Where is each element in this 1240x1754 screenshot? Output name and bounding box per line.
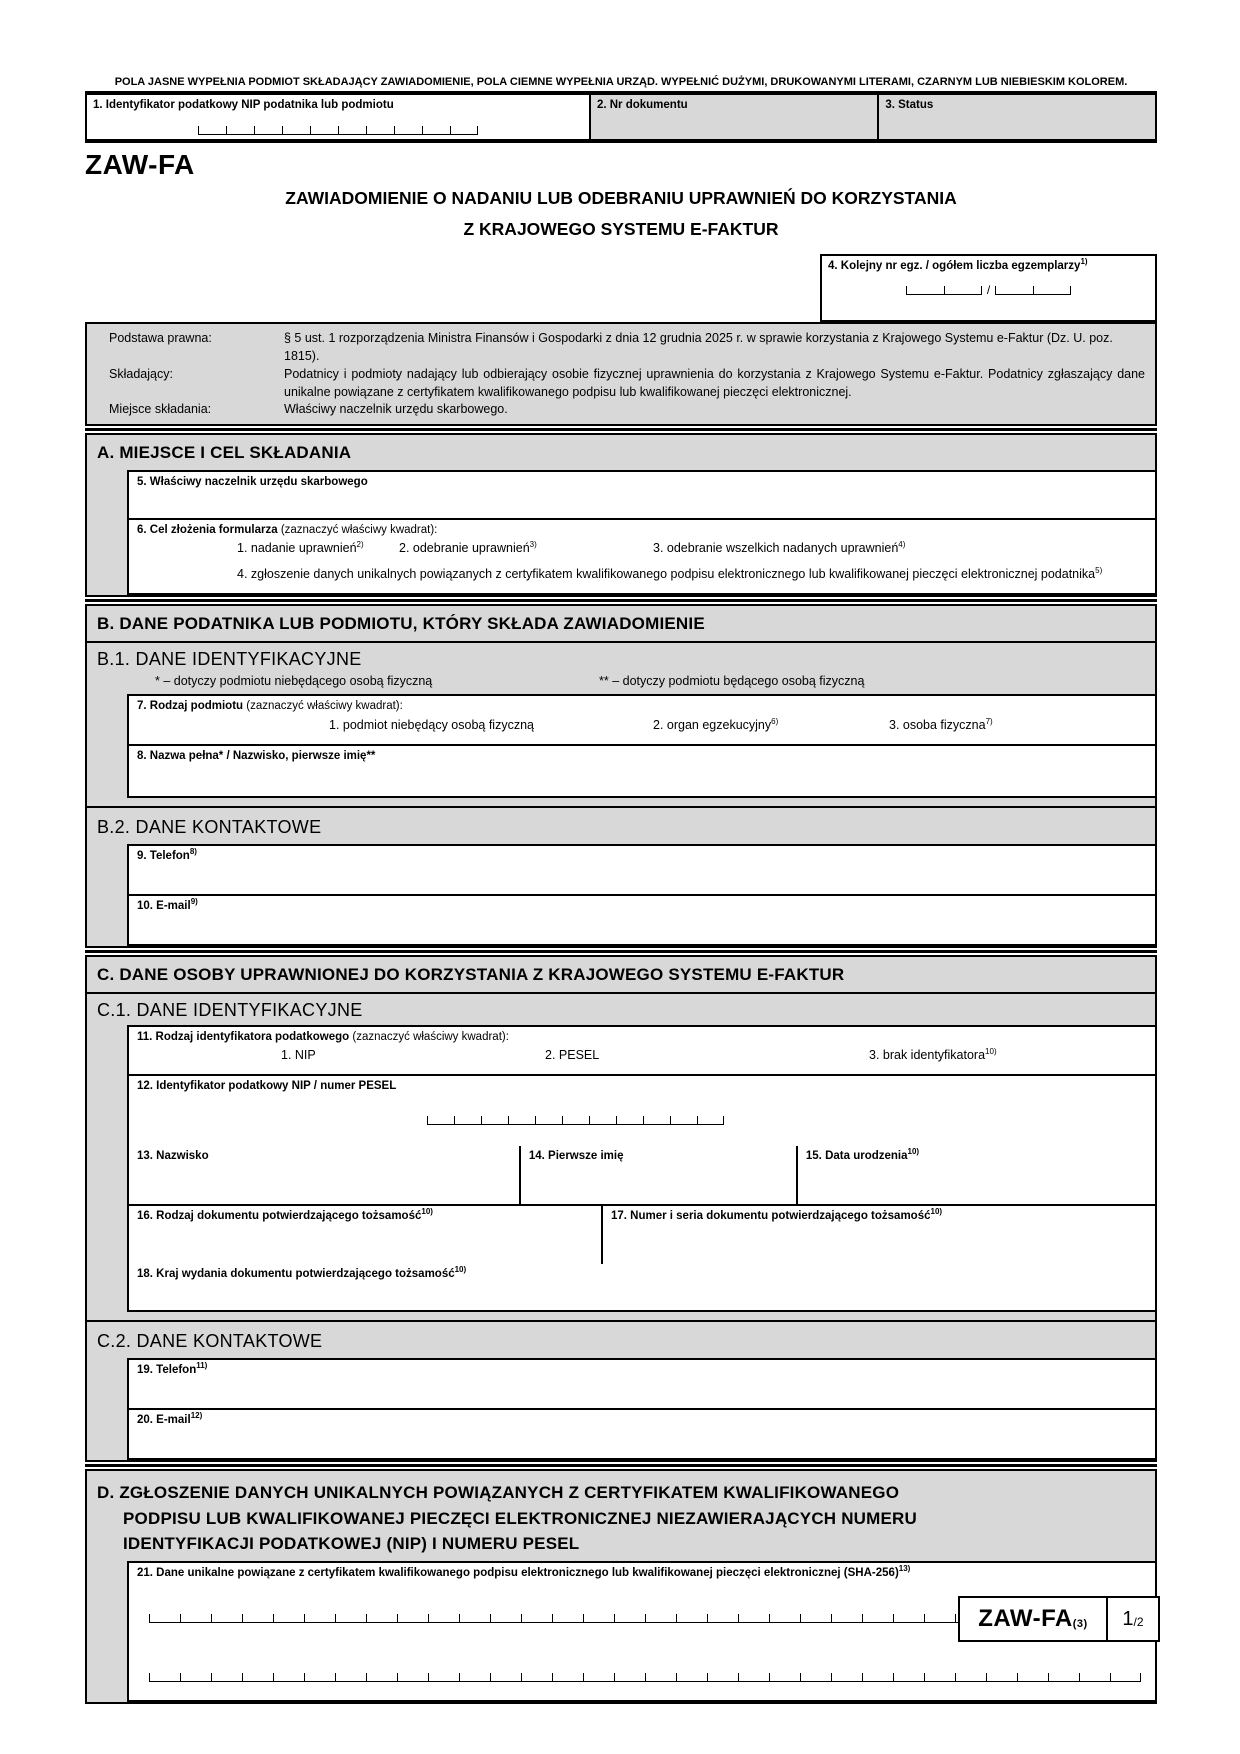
field-4-comb-group[interactable] <box>828 282 1149 297</box>
section-d <box>85 1469 1157 1704</box>
field-17-numer-dokumentu-box[interactable] <box>601 1206 1155 1264</box>
field-20-label: 20. E-mail$^{12)}$ <box>137 1411 203 1427</box>
section-b1-notes <box>87 674 1155 694</box>
field-1-nip-comb-input[interactable] <box>198 126 478 135</box>
field-6-option-2[interactable]: 2. odebranie uprawnień$^{3)}$ <box>399 540 537 556</box>
field-11-option-brak[interactable]: 3. brak identyfikatora$^{10)}$ <box>869 1046 997 1063</box>
section-d-title: D. ZGŁOSZENIE DANYCH UNIKALNYCH POWIĄZANYCH Z CERTYFIKATEM KWALIFIKOWANEGO PODPISU LUB KWALIFIKOWANEJ PIECZĘCI ELEKTRONICZNEJ NIEZAWIERAJĄCYCH NUMERU IDENTYFIKACJI PODATKOWEJ (NIP) I NUMERU PESEL <box>97 1483 918 1554</box>
field-12-label: 12. Identyfikator podatkowy NIP / numer PESEL <box>137 1080 397 1093</box>
field-5-naczelnik-box[interactable] <box>129 472 1155 518</box>
field-14-imie-box[interactable] <box>519 1146 796 1204</box>
field-19-telefon-box[interactable] <box>129 1360 1155 1408</box>
field-2-label: 2. Nr dokumentu <box>596 99 688 111</box>
form-code: ZAW-FA <box>85 149 195 180</box>
form-content <box>85 76 1157 1704</box>
legal-text-skladajacy: Podatnicy i podmioty nadający lub odbierający osobie fizycznej uprawnienia do korzystania z Krajowego Systemu e-Faktur. Podatnicy zgłaszający dane unikalne powiązane z certyfikatem kwalifikowanego podpisu lub kwalifikowanej pieczęci elektronicznej. <box>284 366 1145 399</box>
legal-label-podstawa: Podstawa prawna: <box>109 331 212 346</box>
section-c2-fields <box>127 1358 1155 1460</box>
section-c2-title: C.2. DANE KONTAKTOWE <box>87 1320 1155 1356</box>
top-instruction: POLA JASNE WYPEŁNIA PODMIOT SKŁADAJĄCY ZAWIADOMIENIE, POLA CIEMNE WYPEŁNIA URZĄD. WYPEŁNIĆ DUŻYMI, DRUKOWANYMI LITERAMI, CZARNYM LUB NIEBIESKIM KOLOREM. <box>114 76 1128 88</box>
field-4-comb-left-input[interactable] <box>906 286 982 295</box>
field-6-label: 6. Cel złożenia formularza (zaznaczyć właściwy kwadrat): <box>137 524 438 536</box>
section-b2-fields <box>127 844 1155 946</box>
field-14-label: 14. Pierwsze imię <box>528 1150 624 1163</box>
header-boxes <box>85 91 1157 143</box>
section-b <box>85 604 1157 947</box>
field-21-label: 21. Dane unikalne powiązane z certyfikatem kwalifikowanego podpisu elektronicznego lub kwalifikowanej pieczęci elektronicznej $(SHA-256)^{13)}$ <box>137 1563 911 1579</box>
section-c-title: C. DANE OSOBY UPRAWNIONEJ DO KORZYSTANIA Z KRAJOWEGO SYSTEMU E-FAKTUR <box>87 957 1155 994</box>
form-title-line1: ZAWIADOMIENIE O NADANIU LUB ODEBRANIU UPRAWNIEŃ DO KORZYSTANIA <box>285 188 957 208</box>
legal-info-block <box>85 322 1157 426</box>
field-16-rodzaj-dokumentu-box[interactable] <box>129 1206 601 1264</box>
legal-row-skladajacy <box>109 366 1145 402</box>
field-7-rodzaj-podmiotu-box <box>129 696 1155 743</box>
field-4-kolejny-nr-box[interactable] <box>820 254 1157 322</box>
field-6-options-row1 <box>137 537 1147 563</box>
field-11-rodzaj-identyfikatora-box <box>129 1027 1155 1074</box>
fields-13-14-15-row <box>129 1146 1155 1204</box>
field-1-nip-box[interactable] <box>87 95 589 139</box>
field-21-comb-row2-input[interactable] <box>149 1673 1141 1682</box>
legal-row-miejsce <box>109 401 1145 419</box>
field-7-option-1[interactable]: 1. podmiot niebędący osobą fizyczną <box>329 717 534 732</box>
field-7-option-2[interactable]: 2. organ egzekucyjny$^{6)}$ <box>653 716 779 732</box>
section-b1-fields <box>127 694 1155 797</box>
field-4-comb-right-input[interactable] <box>995 286 1071 295</box>
field-6-option-4[interactable]: 4. zgłoszenie danych unikalnych powiązanych z certyfikatem kwalifikowanego podpisu elektronicznego lub kwalifikowanej pieczęci elektronicznej podatnika$^{5)}$ <box>237 566 1103 582</box>
field-4-separator: / <box>986 282 991 297</box>
field-5-label: 5. Właściwy naczelnik urzędu skarbowego <box>137 476 368 488</box>
field-7-label: 7. Rodzaj podmiotu (zaznaczyć właściwy kwadrat): <box>137 700 403 713</box>
legal-label-skladajacy: Składający: <box>109 366 173 381</box>
field-12-identyfikator-box[interactable] <box>129 1074 1155 1146</box>
fields-16-17-row <box>129 1204 1155 1264</box>
field-17-label: 17. Numer i seria dokumentu potwierdzającego tożsamość$^{10)}$ <box>610 1207 943 1223</box>
field-3-status-box <box>877 95 1155 139</box>
section-a-fields <box>127 470 1155 595</box>
field-1-label: 1. Identyfikator podatkowy NIP podatnika lub podmiotu <box>93 99 394 111</box>
field-16-label: 16. Rodzaj dokumentu potwierdzającego tożsamość$^{10)}$ <box>137 1207 433 1223</box>
field-12-comb-input[interactable] <box>427 1116 724 1125</box>
section-a <box>85 433 1157 597</box>
footer-form-version: (3) <box>1072 1618 1088 1630</box>
field-4-label: 4. Kolejny nr egz. / ogółem liczba egzemplarzy$^{1)}$ <box>828 257 1088 273</box>
field-10-email-box[interactable] <box>129 894 1155 944</box>
field-8-nazwa-box[interactable] <box>129 744 1155 796</box>
legal-label-miejsce: Miejsce składania: <box>109 402 212 417</box>
section-c1-title: C.1. DANE IDENTYFIKACYJNE <box>97 999 363 1020</box>
footer-page-number: 1 /2 <box>1106 1598 1158 1640</box>
legal-text-podstawa: § 5 ust. 1 rozporządzenia Ministra Finansów i Gospodarki z dnia 12 grudnia 2025 r. w sprawie korzystania z Krajowego Systemu e-Faktur (Dz. U. poz. 1815). <box>284 331 1113 363</box>
field-18-kraj-wydania-box[interactable] <box>129 1264 1155 1310</box>
footer-form-code: ZAW-FA (3) <box>978 1605 1088 1632</box>
field-19-label: 19. Telefon$^{11)}$ <box>137 1361 208 1377</box>
field-8-label: 8. Nazwa pełna* / Nazwisko, pierwsze imię** <box>137 749 376 762</box>
field-20-email-box[interactable] <box>129 1408 1155 1458</box>
form-title <box>85 183 1157 244</box>
field-13-nazwisko-box[interactable] <box>129 1146 519 1204</box>
field-7-options-row <box>137 714 1147 740</box>
field-3-label: 3. Status <box>885 99 934 111</box>
section-a-title: A. MIEJSCE I CEL SKŁADANIA <box>97 443 352 462</box>
field-6-options-row2 <box>137 563 1147 589</box>
field-6-option-1[interactable]: 1. nadanie uprawnień$^{2)}$ <box>237 540 364 556</box>
field-9-label: 9. Telefon$^{8)}$ <box>137 846 197 862</box>
field-11-options-row <box>137 1044 1147 1070</box>
legal-text-miejsce: Właściwy naczelnik urzędu skarbowego. <box>284 402 508 417</box>
page-footer <box>958 1596 1160 1642</box>
field-15-label: 15. Data urodzenia$^{10)}$ <box>805 1147 920 1163</box>
field-10-label: 10. E-mail$^{9)}$ <box>137 896 198 912</box>
field-9-telefon-box[interactable] <box>129 846 1155 894</box>
form-title-line2: Z KRAJOWEGO SYSTEMU E-FAKTUR <box>463 218 779 239</box>
field-11-option-nip[interactable]: 1. NIP <box>281 1048 316 1063</box>
field-11-option-pesel[interactable]: 2. PESEL <box>545 1048 600 1063</box>
section-b2-title: B.2. DANE KONTAKTOWE <box>87 806 1155 842</box>
section-b1-note-double-asterisk: ** – dotyczy podmiotu będącego osobą fizyczną <box>599 674 865 689</box>
field-18-label: 18. Kraj wydania dokumentu potwierdzającego tożsamość$^{10)}$ <box>137 1265 467 1281</box>
section-b1-note-asterisk: * – dotyczy podmiotu niebędącego osobą fizyczną <box>155 674 433 689</box>
legal-row-podstawa <box>109 330 1145 366</box>
section-c <box>85 955 1157 1462</box>
section-b1-title: B.1. DANE IDENTYFIKACYJNE <box>97 649 362 670</box>
section-c1-fields <box>127 1025 1155 1312</box>
field-11-label: 11. Rodzaj identyfikatora podatkowego (zaznaczyć właściwy kwadrat): <box>137 1030 509 1043</box>
field-6-cel-box <box>129 518 1155 593</box>
field-6-option-3[interactable]: 3. odebranie wszelkich nadanych uprawnień$^{4)}$ <box>653 540 906 556</box>
field-13-label: 13. Nazwisko <box>137 1150 209 1163</box>
field-7-option-3[interactable]: 3. osoba fizyczna$^{7)}$ <box>889 716 993 732</box>
section-b-title: B. DANE PODATNIKA LUB PODMIOTU, KTÓRY SKŁADA ZAWIADOMIENIE <box>87 606 1155 643</box>
field-15-data-urodzenia-box[interactable] <box>796 1146 1155 1204</box>
field-2-nr-dokumentu-box <box>589 95 877 139</box>
